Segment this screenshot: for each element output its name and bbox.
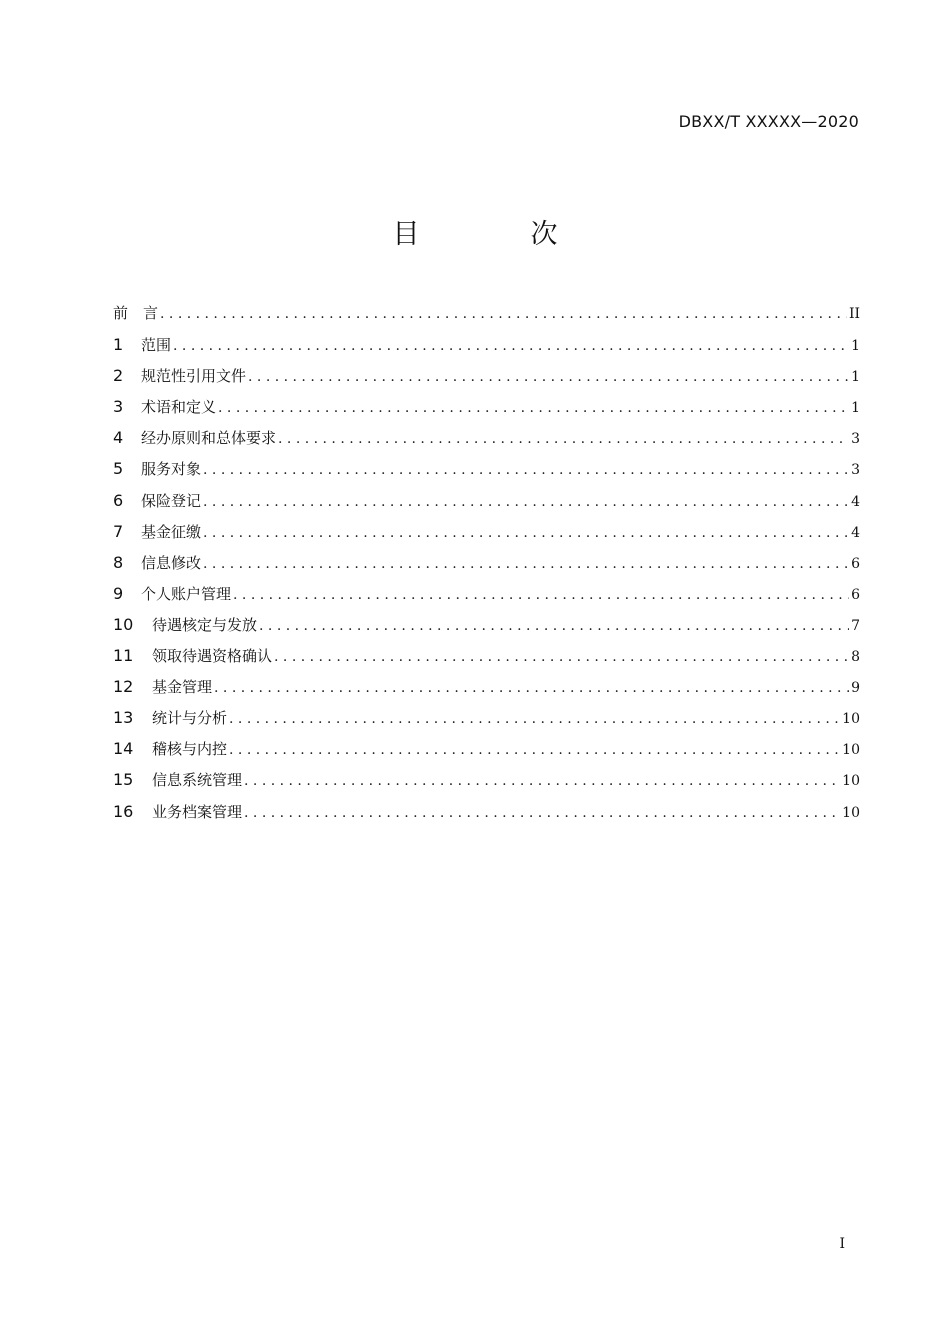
toc-entry-number: 10 — [113, 614, 134, 634]
toc-entry-page: 6 — [851, 555, 860, 572]
toc-dot-leader — [278, 424, 849, 455]
toc-entry[interactable] — [113, 453, 860, 484]
toc-entry-page: 8 — [851, 649, 860, 666]
toc-entry-number: 2 — [113, 366, 124, 386]
toc-entry-page: 4 — [851, 493, 860, 510]
toc-entry[interactable] — [113, 516, 860, 547]
toc-entry-page: 3 — [851, 431, 860, 448]
toc-entry[interactable] — [113, 298, 860, 329]
toc-entry[interactable] — [113, 329, 860, 360]
toc-entry[interactable] — [113, 547, 860, 578]
page-title: 目 次 — [392, 219, 600, 250]
toc-dot-leader — [274, 642, 849, 673]
toc-entry-label: 服务对象 — [141, 460, 202, 479]
toc-entry-label: 领取待遇资格确认 — [152, 647, 273, 666]
toc-entry-page: 4 — [851, 524, 860, 541]
toc-dot-leader — [259, 611, 849, 642]
toc-entry-number: 6 — [113, 490, 124, 510]
page-number: I — [839, 1236, 845, 1252]
toc-dot-leader — [244, 798, 840, 829]
toc-entry-page: 3 — [851, 462, 860, 479]
toc-entry-page: 6 — [851, 586, 860, 603]
toc-entry-number: 3 — [113, 397, 124, 417]
toc-entry-number: 7 — [113, 521, 124, 541]
toc-entry-label: 信息修改 — [141, 553, 202, 572]
toc-entry-label: 稽核与内控 — [152, 740, 228, 759]
toc-entry-label: 业务档案管理 — [152, 802, 243, 821]
toc-entry[interactable] — [113, 733, 860, 764]
toc-entry[interactable] — [113, 764, 860, 795]
toc-entry-number: 14 — [113, 739, 134, 759]
toc-dot-leader — [214, 673, 849, 704]
toc-dot-leader — [203, 487, 849, 518]
toc-entry-label: 基金征缴 — [141, 522, 202, 541]
toc-dot-leader — [233, 580, 849, 611]
toc-entry[interactable] — [113, 422, 860, 453]
toc-entry-number: 8 — [113, 552, 124, 572]
toc-entry-label: 信息系统管理 — [152, 771, 243, 790]
toc-entry-label: 规范性引用文件 — [141, 367, 247, 386]
toc-dot-leader — [160, 299, 847, 330]
toc-entry-number: 15 — [113, 770, 134, 790]
toc-entry-page: 1 — [851, 369, 860, 386]
toc-entry-number: 9 — [113, 583, 124, 603]
toc-dot-leader — [244, 766, 840, 797]
toc-dot-leader — [203, 549, 849, 580]
toc-entry-number: 12 — [113, 677, 134, 697]
toc-entry-label: 前 言 — [113, 304, 159, 322]
toc-entry[interactable] — [113, 391, 860, 422]
toc-entry-page: 7 — [851, 617, 860, 634]
toc-dot-leader — [218, 393, 849, 424]
toc-entry-number: 1 — [113, 335, 124, 355]
toc-dot-leader — [203, 455, 849, 486]
toc-dot-leader — [229, 735, 840, 766]
toc-dot-leader — [229, 704, 840, 735]
toc-entry-number: 11 — [113, 646, 134, 666]
toc-entry-label: 术语和定义 — [141, 398, 217, 417]
toc-entry-page: 1 — [851, 338, 860, 355]
toc-entry-page: 10 — [842, 804, 860, 821]
toc-entry-page: 10 — [842, 711, 860, 728]
toc-entry[interactable] — [113, 578, 860, 609]
toc-entry[interactable] — [113, 640, 860, 671]
toc-entry-label: 个人账户管理 — [141, 584, 232, 603]
toc-dot-leader — [203, 518, 849, 549]
toc-entry[interactable] — [113, 796, 860, 827]
toc-entry-number: 16 — [113, 801, 134, 821]
toc-entry-page: II — [848, 306, 860, 322]
toc-entry-number: 5 — [113, 459, 124, 479]
toc-entry-label: 保险登记 — [141, 491, 202, 510]
toc-entry-label: 统计与分析 — [152, 709, 228, 728]
toc-entry[interactable] — [113, 609, 860, 640]
toc-dot-leader — [248, 362, 849, 393]
toc-entry[interactable] — [113, 485, 860, 516]
toc-entry-page: 10 — [842, 773, 860, 790]
toc-entry-number: 4 — [113, 428, 124, 448]
toc-entry[interactable] — [113, 702, 860, 733]
table-of-contents — [113, 298, 860, 827]
toc-entry-label: 基金管理 — [152, 678, 213, 697]
toc-dot-leader — [173, 331, 849, 362]
toc-entry[interactable] — [113, 671, 860, 702]
toc-entry-page: 10 — [842, 742, 860, 759]
toc-entry-page: 9 — [851, 680, 860, 697]
document-code: DBXX/T XXXXX—2020 — [678, 112, 859, 131]
toc-entry[interactable] — [113, 360, 860, 391]
toc-entry-label: 范围 — [141, 336, 172, 355]
toc-entry-label: 经办原则和总体要求 — [141, 429, 277, 448]
toc-entry-label: 待遇核定与发放 — [152, 615, 258, 634]
toc-entry-number: 13 — [113, 708, 134, 728]
toc-entry-page: 1 — [851, 400, 860, 417]
